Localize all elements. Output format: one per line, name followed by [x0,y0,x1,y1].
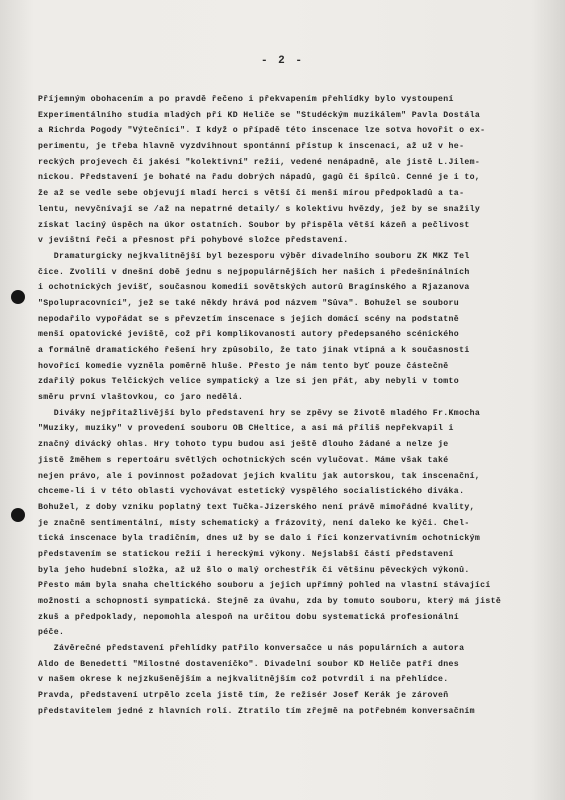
text-line: možnosti a schopnosti sympatická. Stejně za úvahu, zda by tomuto souboru, který má jistě [38,597,502,606]
text-line: a Richrda Pogody "Výtečníci". I když o případě této inscenace lze sotva hovořit o ex- [38,126,486,136]
text-line: Závěrečné představení přehlídky patřilo konversačce u nás populárních a autora [38,644,465,654]
text-line: "Muziky, muziky" v provedení souboru OB CHeltice, a asi má příliš nepřekvapil i [38,424,454,434]
text-line: Pravda, představení utrpělo zcela jistě tím, že režisér Josef Kerák je zároveň [38,691,449,701]
paragraph [38,406,538,641]
text-line: hovořící komedie vyzněla poměrně hluše. Přesto je nám tento byť pouze částečně [38,361,449,371]
text-line: Diváky nejpřitažlivější bylo představení hry se zpěvy se životě mladého Fr.Kmocha [38,408,481,418]
text-line: i ochotnických jevišť, současnou komedii sovětských autorů Bragínského a Rjazanova [38,283,470,293]
document-body [38,92,538,720]
text-line: jistě žměhem s repertoáru světlých ochotnických scén vylučovat. Máme však také [38,455,449,465]
text-line: chceme-li i v této oblasti vychovávat estetický vyspělého socialistického diváka. [38,487,465,497]
text-line: že až se vedle sebe objevují mladí herci s větší či menší mírou předpokladů a ta- [38,189,465,199]
text-line: a formálně dramatického řešení hry způsobilo, že tato jinak vtipná a k současnosti [38,346,470,355]
text-line: lentu, nevyčnívají se /až na nepatrné detaily/ s kolektivu hvězdy, jež by se snažily [38,204,481,214]
punch-hole [11,508,25,522]
text-line: nejen právo, ale i povinnost požadovat jejich kvalitu jak autorskou, tak inscenační, [38,471,481,481]
text-line: čice. Zvolili v dnešní době jednu s nejpopulárnějších her našich i předešnínálních [38,267,470,277]
text-line: reckých projevech či jakési "kolektivní" režii, vedené nenápadně, ale jistě L.Jilem- [38,157,481,167]
text-line: Příjemným obohacením a po pravdě řečeno i překvapením přehlídky bylo vystoupení [38,95,454,104]
text-line: péče. [38,628,65,638]
text-line: nickou. Představení je bohaté na řadu dobrých nápadů, gagů či špílců. Cenné je i to, [38,173,481,183]
text-line: zkuš a předpoklady, nepomohla alespoň na určitou dobu systematická profesionální [38,612,460,622]
text-line: v našem okrese k nejzkušenějším a nejkvalitnějším což potvrdil i na přehlídce. [38,675,449,685]
text-line: v jevištní řeči a přesnost při pohybové složce představení. [38,236,349,246]
text-line: "Spolupracovníci", jež se také někdy hrává pod názvem "Sůva". Bohužel se souboru [38,298,460,308]
punch-hole [11,290,25,304]
text-line: perimentu, je třeba hlavně vyzdvihnout spontánní přístup k inscenaci, až už v he- [38,142,465,152]
text-line: značný divácký ohlas. Hry tohoto typu budou asi ještě dlouho žádané a nelze je [38,440,449,450]
text-line: je značně sentimentální, místy schematický a frázovitý, není daleko ke kýči. Chel- [38,518,470,528]
text-line: Experimentálního studia mladých při KD Heliče se "Studéckým muzikálem" Pavla Dostála [38,110,481,120]
text-line: Přesto mám byla snaha cheltického souboru a jejich upřímný pohled na vlastní stávající [38,581,491,591]
text-line: Bohužel, z doby vzniku poplatný text Tučka-Jizerského není právě mimořádné kvality, [38,502,475,512]
text-line: nepodařilo vypořádat se s převzetím inscenace s jejich domácí scény na podstatně [38,314,460,324]
text-line: získat laciný úspěch na úkor ostatních. Soubor by přispěla větší kázeň a pečlivost [38,220,470,230]
paragraph [38,92,538,249]
text-line: Dramaturgicky nejkvalitnější byl bezesporu výběr divadelního souboru ZK MKZ Tel [38,251,470,261]
paragraph [38,249,538,406]
page-number: - 2 - [260,55,304,67]
text-line: směru první vlaštovkou, co jaro nedělá. [38,393,244,403]
text-line: představitelem jedné z hlavních rolí. Ztratilo tím zřejmě na potřebném konversačním [38,706,475,716]
paragraph [38,641,538,719]
text-line: představením se statickou režií i hereckými výkony. Nejslabší částí představení [38,549,454,559]
text-line: menší opatovické jeviště, což při komplikovanosti autory předepsaného scénického [38,330,460,340]
text-line: tická inscenace byla tradičním, dnes už by se dalo i říci konzervativním ochotnickým [38,534,481,544]
text-line: zdařilý pokus Telčických velice sympatický a lze si jen přát, aby nebyli v tomto [38,377,460,387]
text-line: Aldo de Benedetti "Milostné dostaveníčko". Divadelní soubor KD Heliče patří dnes [38,659,460,669]
text-line: byla jeho hudební složka, až už šlo o malý orchestřík či většinu pěveckých výkonů. [38,565,470,575]
